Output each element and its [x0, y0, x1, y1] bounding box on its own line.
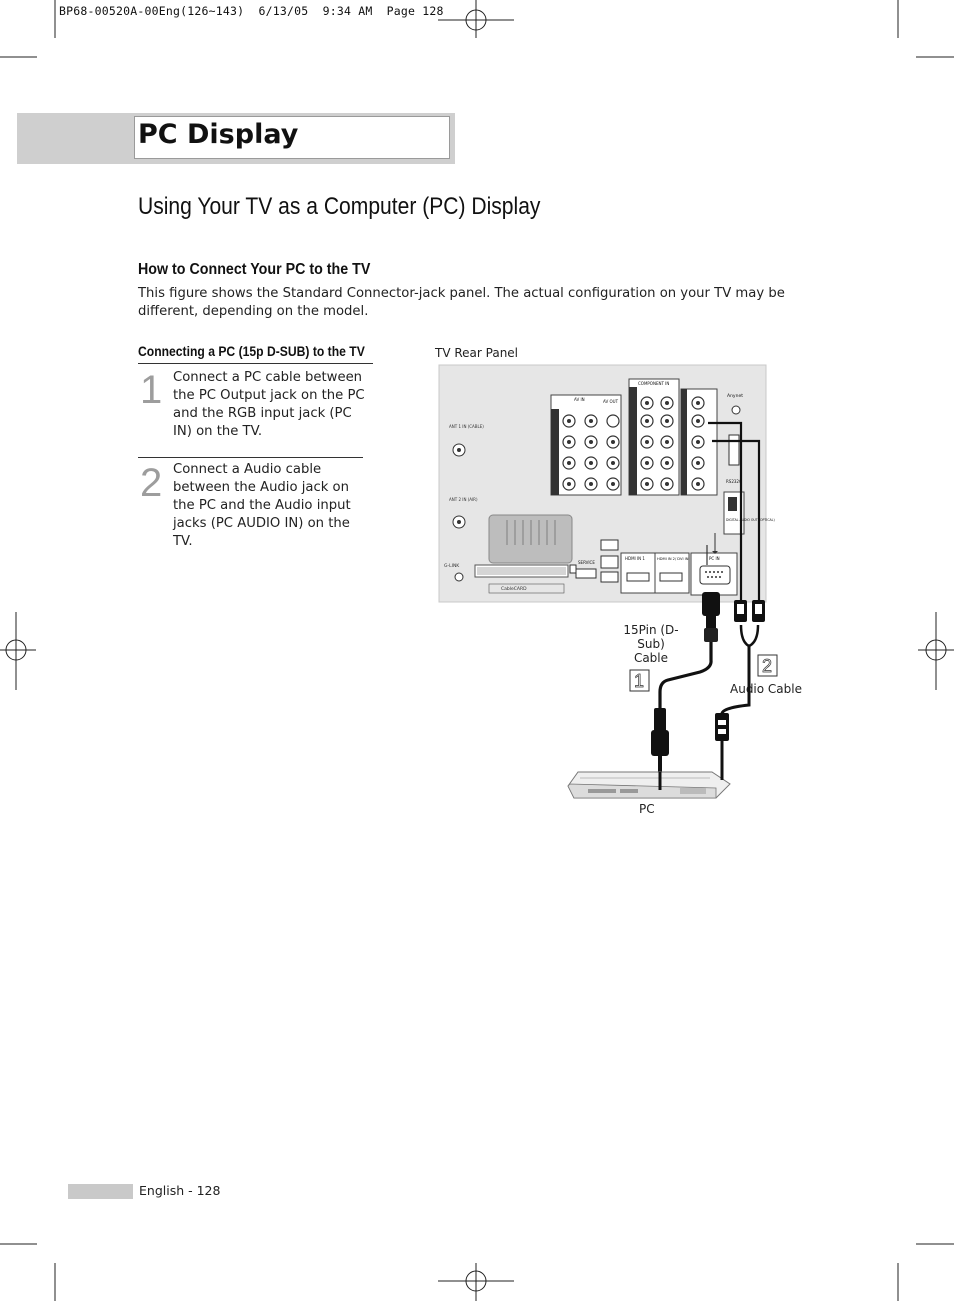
audio-plugs-tv-side	[734, 600, 765, 622]
pc-label: PC	[639, 802, 655, 816]
dsub-connector-pc-side	[651, 708, 669, 756]
hdmi2-label: HDMI IN 2/ DVI IN	[657, 557, 689, 561]
audio-plug-pc-side	[715, 713, 729, 780]
glink-label: G-LINK	[444, 564, 460, 569]
ant1-label: ANT 1 IN (CABLE)	[449, 424, 484, 429]
rs232c-label: RS232C	[726, 479, 742, 484]
step-text-1: Connect a PC cable between the PC Output jack on the PC and the RGB input jack (PC IN) on the TV.	[173, 370, 365, 439]
pc-in-label: PC IN	[709, 556, 720, 561]
subsection-heading: Connecting a PC (15p D-SUB) to the TV	[138, 344, 365, 359]
ant2-label: ANT 2 IN (AIR)	[449, 497, 478, 502]
callout-1	[630, 670, 649, 691]
dsub-connector-tv-side	[702, 592, 720, 642]
callout-2	[758, 655, 777, 676]
audio-cable-label: Audio Cable	[730, 682, 802, 696]
av-out-label: AV OUT	[603, 399, 619, 404]
intro-paragraph: This figure shows the Standard Connector-jack panel. The actual configuration on your TV may be different, depending on the model.	[138, 286, 785, 319]
footer-bar	[68, 1184, 133, 1199]
digital-audio-label: DIGITAL AUDIO OUT (OPTICAL)	[726, 518, 775, 522]
cable-15pin-label-line2: Cable	[633, 651, 669, 665]
anynet-label: Anynet	[727, 394, 743, 399]
step-number-2: 2	[140, 461, 163, 505]
page-number: English - 128	[139, 1183, 221, 1198]
tv-rear-panel-label: TV Rear Panel	[435, 346, 519, 360]
print-header: BP68-00520A-00Eng(126~143) 6/13/05 9:34 AM Page 128	[59, 4, 444, 18]
component-in-label: COMPONENT IN	[638, 381, 670, 386]
service-label: SERVICE	[578, 560, 595, 565]
cablecard-label: CableCARD	[501, 587, 527, 592]
step-text-2: Connect a Audio cable between the Audio jack on the PC and the Audio input jacks (PC AUDIO IN) on the TV.	[173, 462, 351, 549]
callout-2-number: 2	[762, 656, 773, 676]
callout-1-number: 1	[634, 671, 645, 691]
page-title: Using Your TV as a Computer (PC) Display	[138, 193, 541, 220]
pc-illustration	[568, 772, 730, 798]
audio-cable	[708, 423, 759, 715]
section-heading: How to Connect Your PC to the TV	[138, 261, 371, 278]
cable-15pin-label-line1: 15Pin (D-Sub)	[623, 623, 679, 651]
step-number-1: 1	[140, 368, 163, 412]
av-in-label: AV IN	[574, 397, 585, 402]
hdmi1-label: HDMI IN 1	[625, 556, 645, 561]
chapter-title: PC Display	[138, 119, 299, 150]
